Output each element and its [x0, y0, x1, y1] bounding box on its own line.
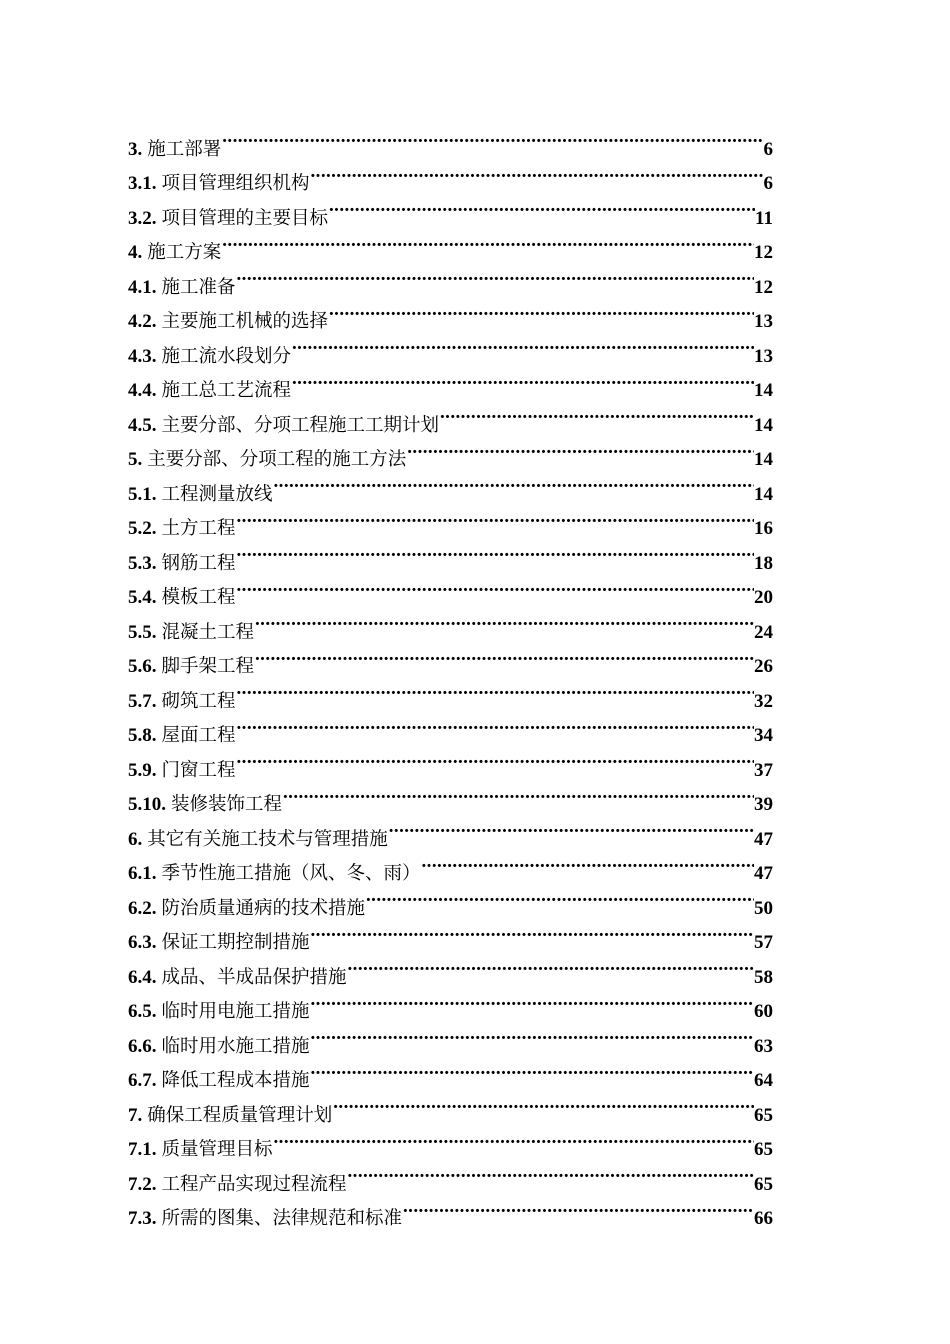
toc-entry-page: 57	[754, 932, 773, 953]
toc-entry-title: 施工流水段划分	[161, 345, 292, 367]
toc-entry-number: 5.6.	[128, 656, 157, 677]
toc-entry-page: 18	[754, 552, 773, 574]
toc-entry-title: 质量管理目标	[161, 1139, 273, 1160]
toc-entry-number: 6.2.	[128, 897, 157, 919]
toc-entry-page: 13	[754, 311, 773, 332]
dot-leader	[332, 1086, 754, 1121]
toc-entry-title: 施工方案	[147, 242, 222, 263]
dot-leader	[365, 879, 754, 914]
toc-entry-title: 施工总工艺流程	[161, 380, 292, 401]
dot-leader	[236, 500, 754, 535]
dot-leader	[236, 741, 754, 776]
toc-entry[interactable]	[128, 258, 773, 298]
dot-leader	[236, 707, 754, 742]
toc-entry-page: 34	[754, 725, 773, 746]
toc-entry-number: 3.1.	[128, 173, 157, 194]
toc-entry[interactable]	[128, 120, 773, 160]
dot-leader	[310, 155, 764, 190]
toc-entry-number: 5.10.	[128, 794, 166, 815]
toc-entry-page: 37	[754, 759, 773, 781]
dot-leader	[347, 948, 754, 983]
toc-entry-page: 24	[754, 621, 773, 643]
toc-entry-page: 6	[763, 173, 773, 194]
toc-entry-number: 4.2.	[128, 311, 157, 332]
toc-entry-number: 5.4.	[128, 587, 157, 608]
dot-leader	[254, 638, 754, 673]
toc-entry-page: 47	[754, 863, 773, 884]
toc-entry-title: 其它有关施工技术与管理措施	[147, 828, 388, 850]
toc-entry-number: 6.5.	[128, 1001, 157, 1022]
dot-leader	[273, 1121, 754, 1156]
dot-leader	[273, 465, 754, 500]
toc-entry-number: 5.2.	[128, 518, 157, 539]
toc-entry-title: 模板工程	[161, 587, 236, 608]
dot-leader	[328, 189, 755, 224]
toc-entry-number: 4.5.	[128, 414, 157, 436]
table-of-contents	[128, 120, 773, 1229]
toc-entry-number: 7.2.	[128, 1173, 157, 1195]
toc-entry-title: 工程测量放线	[161, 483, 273, 505]
toc-entry-page: 14	[754, 414, 773, 436]
toc-entry-title: 工程产品实现过程流程	[161, 1173, 347, 1195]
toc-entry-title: 降低工程成本措施	[161, 1070, 310, 1091]
toc-entry-page: 32	[754, 690, 773, 712]
dot-leader	[310, 1052, 754, 1087]
toc-entry[interactable]	[128, 155, 773, 194]
toc-entry-page: 64	[754, 1070, 773, 1091]
toc-entry-number: 5.7.	[128, 690, 157, 712]
dot-leader	[236, 569, 754, 604]
toc-entry-number: 7.1.	[128, 1139, 157, 1160]
toc-entry-page: 14	[754, 380, 773, 401]
toc-entry-title: 土方工程	[161, 518, 236, 539]
toc-entry-title: 施工准备	[161, 276, 236, 298]
toc-entry-title: 施工部署	[147, 138, 222, 160]
toc-entry-page: 14	[754, 449, 773, 470]
toc-entry-title: 砌筑工程	[161, 690, 236, 712]
dot-leader	[310, 1017, 754, 1052]
toc-entry-page: 66	[754, 1208, 773, 1229]
dot-leader	[254, 603, 754, 638]
dot-leader	[421, 845, 754, 880]
dot-leader	[291, 362, 754, 397]
toc-entry-page: 60	[754, 1001, 773, 1022]
toc-entry-number: 6.6.	[128, 1035, 157, 1057]
toc-entry-number: 3.	[128, 138, 143, 160]
dot-leader	[291, 327, 754, 362]
toc-entry-number: 5.5.	[128, 621, 157, 643]
toc-entry-title: 主要分部、分项工程施工工期计划	[161, 414, 440, 436]
toc-entry-page: 13	[754, 345, 773, 367]
toc-entry-title: 门窗工程	[161, 759, 236, 781]
toc-entry-number: 7.	[128, 1104, 143, 1126]
toc-entry-title: 临时用水施工措施	[161, 1035, 310, 1057]
toc-entry-page: 47	[754, 828, 773, 850]
toc-entry-title: 混凝土工程	[161, 621, 255, 643]
dot-leader	[236, 534, 754, 569]
dot-leader	[236, 672, 754, 707]
toc-entry-title: 所需的图集、法律规范和标准	[161, 1208, 403, 1229]
dot-leader	[402, 1190, 754, 1225]
toc-entry-page: 6	[763, 138, 773, 160]
toc-entry-title: 防治质量通病的技术措施	[161, 897, 366, 919]
dot-leader	[282, 776, 754, 811]
toc-entry-page: 16	[754, 518, 773, 539]
toc-entry-number: 5.	[128, 449, 143, 470]
toc-entry-page: 20	[754, 587, 773, 608]
toc-entry-title: 脚手架工程	[161, 656, 255, 677]
toc-entry-number: 3.2.	[128, 207, 157, 229]
toc-entry-title: 成品、半成品保护措施	[161, 966, 347, 988]
toc-entry-number: 4.4.	[128, 380, 157, 401]
toc-entry-title: 季节性施工措施（风、冬、雨）	[161, 863, 421, 884]
toc-entry-title: 主要分部、分项工程的施工方法	[147, 449, 407, 470]
toc-entry-page: 26	[754, 656, 773, 677]
toc-entry-number: 6.4.	[128, 966, 157, 988]
toc-entry-page: 12	[754, 276, 773, 298]
toc-entry-number: 7.3.	[128, 1208, 157, 1229]
toc-entry-number: 6.	[128, 828, 143, 850]
toc-entry-page: 58	[754, 966, 773, 988]
toc-entry-title: 主要施工机械的选择	[161, 311, 329, 332]
toc-entry-page: 65	[754, 1139, 773, 1160]
toc-entry-page: 14	[754, 483, 773, 505]
dot-leader	[221, 224, 754, 259]
toc-entry-title: 钢筋工程	[161, 552, 236, 574]
toc-entry-title: 确保工程质量管理计划	[147, 1104, 333, 1126]
toc-entry-number: 6.7.	[128, 1070, 157, 1091]
dot-leader	[439, 396, 754, 431]
dot-leader	[388, 810, 754, 845]
toc-entry-page: 65	[754, 1104, 773, 1126]
toc-entry-number: 6.1.	[128, 863, 157, 884]
toc-entry-number: 4.1.	[128, 276, 157, 298]
toc-entry-number: 5.9.	[128, 759, 157, 781]
toc-entry-page: 39	[754, 794, 773, 815]
toc-entry-page: 11	[755, 207, 773, 229]
toc-entry-number: 6.3.	[128, 932, 157, 953]
dot-leader	[328, 293, 754, 328]
dot-leader	[406, 431, 754, 466]
dot-leader	[221, 120, 763, 155]
dot-leader	[310, 914, 754, 949]
toc-entry-title: 临时用电施工措施	[161, 1001, 310, 1022]
toc-entry-number: 5.1.	[128, 483, 157, 505]
toc-entry-number: 4.	[128, 242, 143, 263]
toc-entry-title: 保证工期控制措施	[161, 932, 310, 953]
dot-leader	[236, 258, 754, 293]
toc-entry-title: 屋面工程	[161, 725, 236, 746]
toc-entry-title: 装修装饰工程	[171, 794, 283, 815]
toc-entry-page: 50	[754, 897, 773, 919]
toc-entry-number: 5.3.	[128, 552, 157, 574]
toc-entry[interactable]	[128, 224, 773, 263]
toc-entry-title: 项目管理的主要目标	[161, 207, 329, 229]
dot-leader	[347, 1155, 754, 1190]
toc-entry-page: 65	[754, 1173, 773, 1195]
dot-leader	[310, 983, 754, 1018]
toc-entry-title: 项目管理组织机构	[161, 173, 310, 194]
toc-entry-number: 5.8.	[128, 725, 157, 746]
toc-entry-page: 63	[754, 1035, 773, 1057]
toc-entry-page: 12	[754, 242, 773, 263]
toc-entry-number: 4.3.	[128, 345, 157, 367]
